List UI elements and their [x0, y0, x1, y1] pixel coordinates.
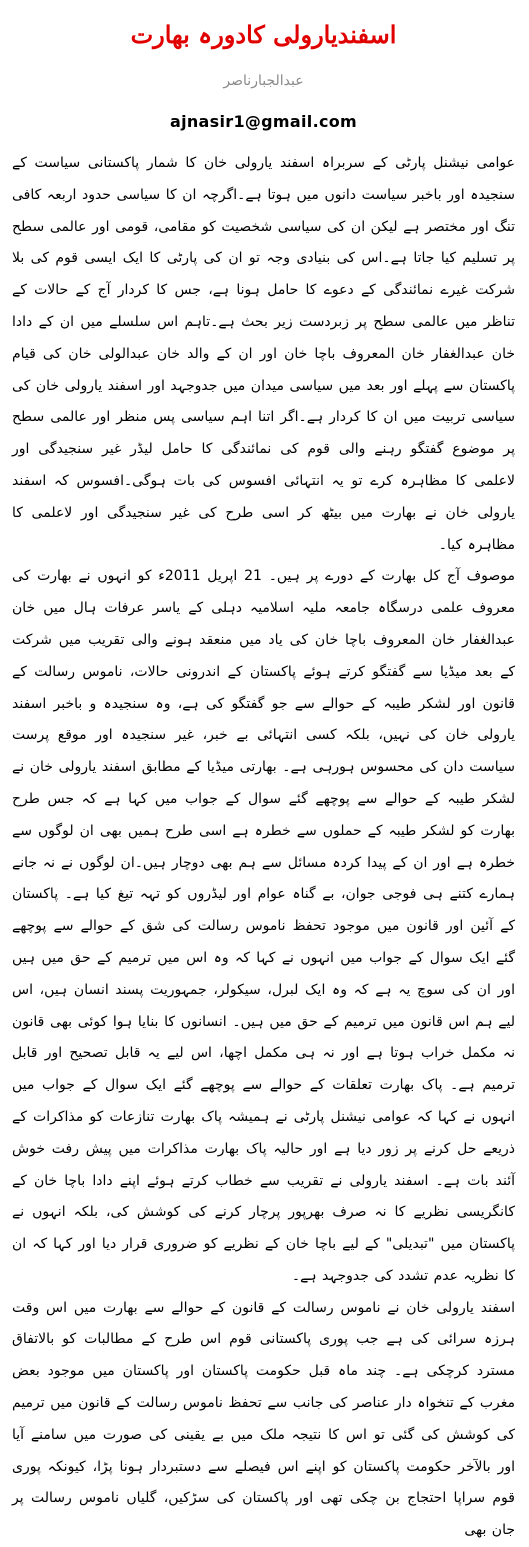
author-email[interactable]: ajnasir1@gmail.com: [169, 112, 358, 131]
article-title: اسفندیارولی کادورہ بھارت: [130, 20, 397, 49]
author-name: عبدالجبارناصر: [223, 73, 304, 89]
article-paragraph: اسفند یارولی خان نے ناموس رسالت کے قانون کے حوالے سے بھارت میں اس وقت ہرزہ سرائی کی ہے جب پوری پاکستانی قوم اس طرح کے مطالبات کو بالاتفاق مسترد کرچکی ہے۔ چند ماہ قبل حکومت پاکستان اور پاکستان میں موجود بعض مغرب کے تنخواہ دار عناصر کی جانب سے تحفظ ناموس رسالت کے قانون میں ترمیم کی کوشش کی گئی تو اس کا نتیجہ ملک میں بے یقینی کی صورت میں سامنے آیا اور بالآخر حکومت پاکستان کو اپنے اس فیصلے سے دستبردار ہونا پڑا، کیونکہ پوری قوم سراپا احتجاج بن چکی تھی اور پاکستان کی سڑکیں، گلیاں ناموس رسالت پر جان بھی: [12, 1299, 515, 1539]
article-paragraph: موصوف آج کل بھارت کے دورے پر ہیں۔ 21 اپریل 2011ء کو انہوں نے بھارت کی معروف علمی درسگاہ جامعہ ملیہ اسلامیہ دہلی کے یاسر عرفات ہال میں خان عبدالغفار خان المعروف باچا خان کی یاد میں منعقد ہونے والی تقریب میں شرکت کے بعد میڈیا سے گفتگو کرتے ہوئے پاکستان کے اندرونی حالات، ناموس رسالت کے قانون اور لشکر طیبہ کے حوالے سے جو گفتگو کی ہے، وہ سنجیدہ و باخبر اسفند یارولی خان کی نہیں، بلکہ کسی انتہائی بے خبر، غیر سنجیدہ اور موقع پرست سیاست دان کی محسوس ہورہی ہے۔ بھارتی میڈیا کے مطابق اسفند یارولی خان نے لشکر طیبہ کے حوالے سے پوچھے گئے سوال کے جواب میں کہا ہے کہ جس طرح بھارت کو لشکر طیبہ کے حملوں سے خطرہ ہے اسی طرح ہمیں بھی ان لوگوں سے خطرہ ہے اور ان کے پیدا کردہ مسائل سے ہم بھی دوچار ہیں۔ان لوگوں نے نہ جانے ہمارے کتنے ہی فوجی جوان، بے گناہ عوام اور لیڈروں کو تہہ تیغ کیا ہے۔ پاکستان کے آئین اور قانون میں موجود تحفظ ناموس رسالت کی شق کے حوالے سے پوچھے گئے ایک سوال کے جواب میں انہوں نے کہا کہ وہ اس میں ترمیم کے حق میں ہیں اور ان کی سوچ یہ ہے کہ وہ ایک لبرل، سیکولر، جمہوریت پسند انسان ہیں، اس لیے ہم اس قانون میں ترمیم کے حق میں ہیں۔ انسانوں کا بنایا ہوا کوئی بھی قانون نہ مکمل خراب ہوتا ہے اور نہ ہی مکمل اچھا، اس لیے یہ قابل تصحیح اور قابل ترمیم ہے۔ پاک بھارت تعلقات کے حوالے سے پوچھے گئے ایک سوال کے جواب میں انہوں نے کہا کہ عوامی نیشنل پارٹی نے ہمیشہ پاک بھارت تنازعات کو مذاکرات کے ذریعے حل کرنے پر زور دیا ہے اور حالیہ پاک بھارت مذاکرات میں پیش رفت خوش آئند بات ہے۔ اسفند یارولی نے تقریب سے خطاب کرتے ہوئے اپنے دادا باچا خان کے کانگریسی نظریے کا نہ صرف بھرپور پرچار کرنے کی کوشش کی، بلکہ انہوں نے پاکستان میں "تبدیلی" کے لیے باچا خان کے نظریے کو ضروری قرار دیا اور کہا کہ ان کا نظریہ عدم تشدد کی جدوجہد ہے۔: [12, 568, 516, 1284]
article-paragraph: عوامی نیشنل پارٹی کے سربراہ اسفند یارولی خان کا شمار پاکستانی سیاست کے سنجیدہ اور باخبر سیاست دانوں میں ہوتا ہے۔اگرچہ ان کا سیاسی حدود اربعہ کافی تنگ اور مختصر ہے لیکن ان کی سیاسی شخصیت کو مقامی، قومی اور عالمی سطح پر تسلیم کیا جاتا ہے۔اس کی بنیادی وجہ تو ان کی پارٹی کا ایک ایسی قوم کی بلا شرکت غیرے نمائندگی کے دعوے کا حامل ہونا ہے، جس کا کردار آج کے حالات کے تناظر میں عالمی سطح پر زبردست زیر بحث ہے۔تاہم اس سلسلے میں ان کے دادا خان عبدالغفار خان المعروف باچا خان اور ان کے والد خان عبدالولی خان کی قیام پاکستان سے پہلے اور بعد میں سیاسی میدان میں جدوجہد اور اسفند یارولی خان کی سیاسی تربیت میں ان کا کردار ہے۔اگر اتنا اہم سیاسی پس منظر اور عالمی سطح پر موضوع گفتگو رہنے والی قوم کی نمائندگی کا حامل لیڈر غیر سنجیدگی اور لاعلمی کا مظاہرہ کرے تو یہ انتہائی افسوس کی بات ہوگی۔افسوس کہ اسفند یارولی خان نے بھارت میں بیٹھ کر اسی طرح کی غیر سنجیدگی اور لاعلمی کا مظاہرہ کیا۔: [12, 155, 515, 553]
article-body: [12, 148, 515, 1547]
